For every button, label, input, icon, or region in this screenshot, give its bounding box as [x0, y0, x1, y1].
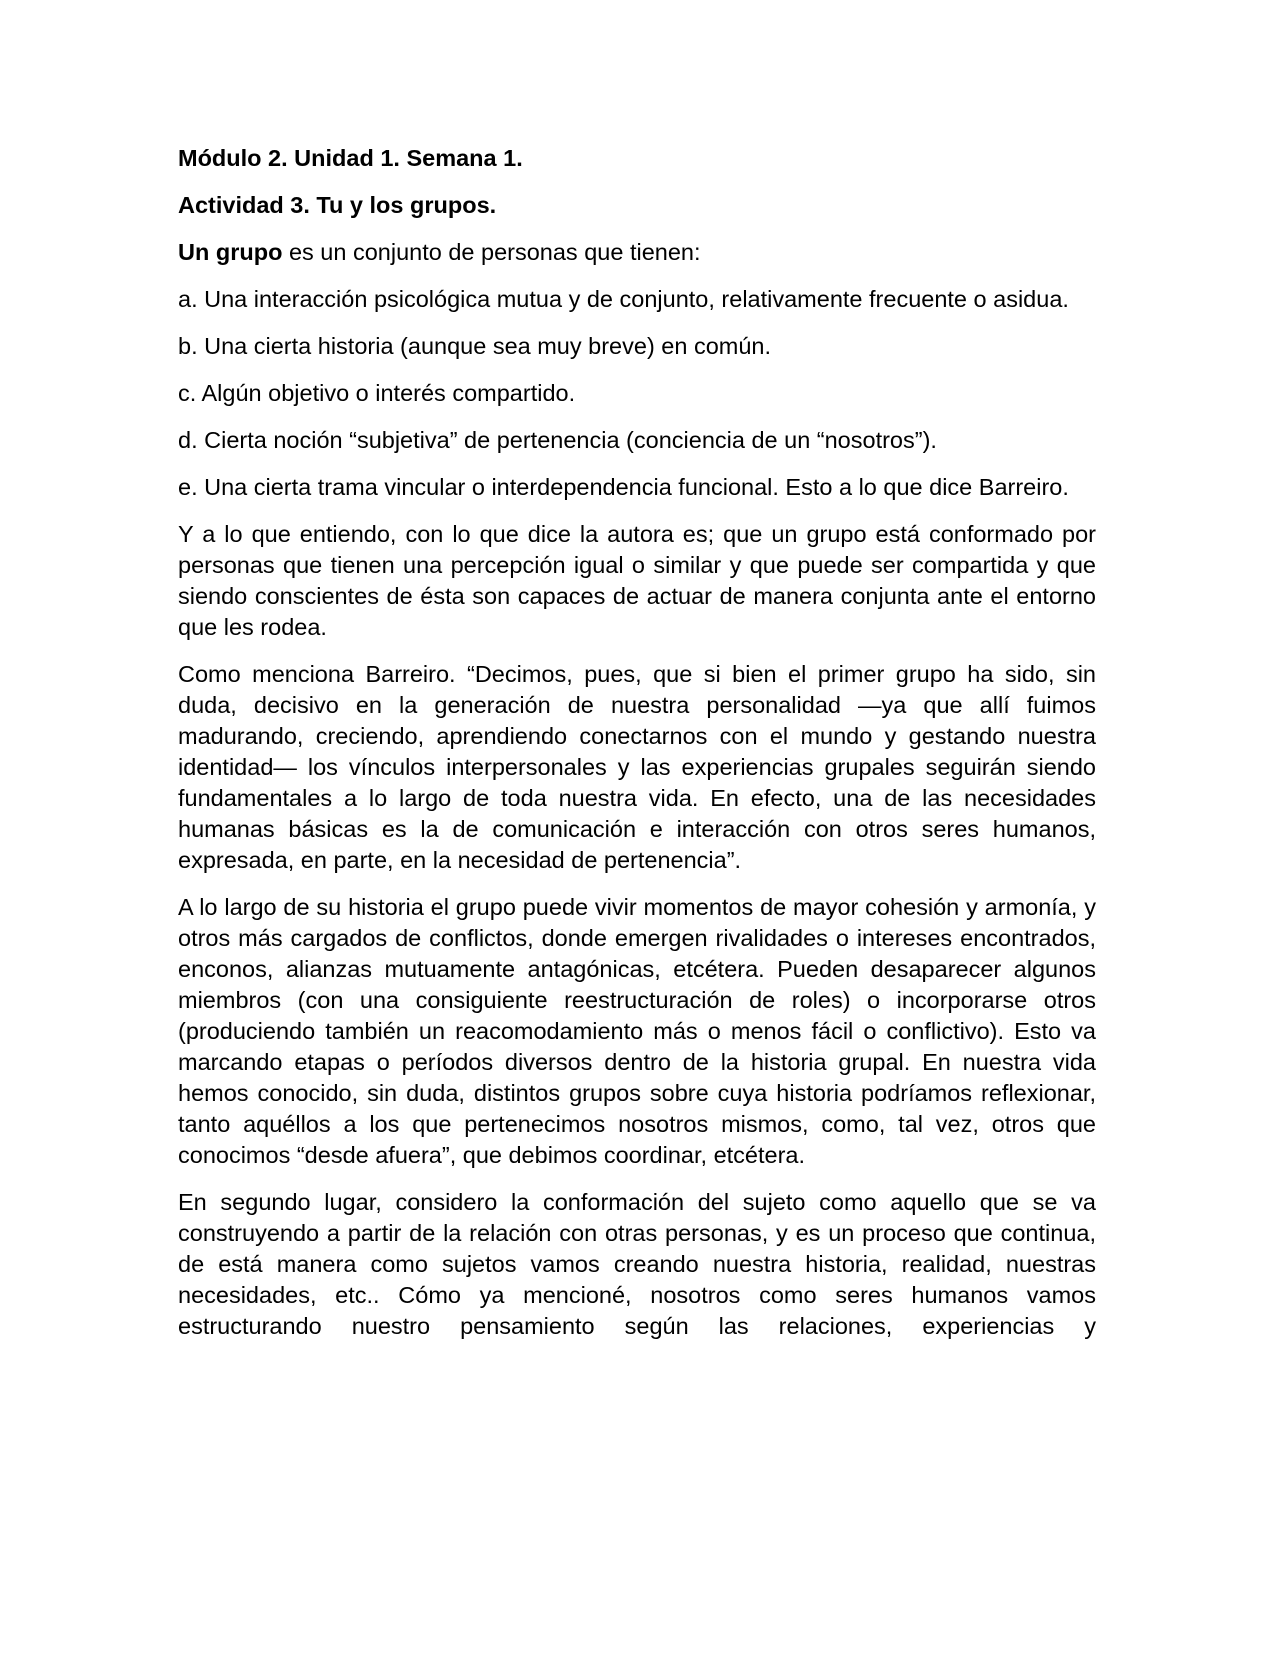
intro-paragraph [178, 237, 1096, 268]
body-paragraph-3: A lo largo de su historia el grupo puede vivir momentos de mayor cohesión y armonía, y otros más cargados de conflictos, donde emergen rivalidades o intereses encontrados, enconos, alianzas mutuamente antagónicas, etcétera. Pueden desaparecer algunos miembros (con una consiguiente reestructuración de roles) o incorporarse otros (produciendo también un reacomodamiento más o menos fácil o conflictivo). Esto va marcando etapas o períodos diversos dentro de la historia grupal. En nuestra vida hemos conocido, sin duda, distintos grupos sobre cuya historia podríamos reflexionar, tanto aquéllos a los que pertenecimos nosotros mismos, como, tal vez, otros que conocimos “desde afuera”, que debimos coordinar, etcétera. [178, 894, 1096, 1168]
list-item-c: c. Algún objetivo o interés compartido. [178, 380, 576, 406]
body-paragraph-2: Como menciona Barreiro. “Decimos, pues, que si bien el primer grupo ha sido, sin duda, decisivo en la generación de nuestra personalidad —ya que allí fuimos madurando, creciendo, aprendiendo conectarnos con el mundo y gestando nuestra identidad— los vínculos interpersonales y las experiencias grupales seguirán siendo fundamentales a lo largo de toda nuestra vida. En efecto, una de las necesidades humanas básicas es la de comunicación e interacción con otros seres humanos, expresada, en parte, en la necesidad de pertenencia”. [178, 661, 1096, 873]
body-paragraph-1: Y a lo que entiendo, con lo que dice la autora es; que un grupo está conformado por personas que tienen una percepción igual o similar y que puede ser compartida y que siendo conscientes de ésta son capaces de actuar de manera conjunta ante el entorno que les rodea. [178, 521, 1096, 640]
body-paragraph-4: En segundo lugar, considero la conformación del sujeto como aquello que se va construyendo a partir de la relación con otras personas, y es un proceso que continua, de está manera como sujetos vamos creando nuestra historia, realidad, nuestras necesidades, etc.. Cómo ya mencioné, nosotros como seres humanos vamos estructurando nuestro pensamiento según las relaciones, experiencias y [178, 1189, 1096, 1339]
list-item-d: d. Cierta noción “subjetiva” de pertenencia (conciencia de un “nosotros”). [178, 427, 937, 453]
document-page [178, 143, 1096, 1358]
intro-text: es un conjunto de personas que tienen: [282, 239, 701, 265]
activity-heading: Actividad 3. Tu y los grupos. [178, 192, 497, 218]
intro-term: Un grupo [178, 239, 283, 265]
list-item-a: a. Una interacción psicológica mutua y de conjunto, relativamente frecuente o asidua. [178, 286, 1069, 312]
module-heading: Módulo 2. Unidad 1. Semana 1. [178, 145, 523, 171]
list-item-b: b. Una cierta historia (aunque sea muy breve) en común. [178, 333, 772, 359]
list-item-e: e. Una cierta trama vincular o interdependencia funcional. Esto a lo que dice Barreiro. [178, 474, 1069, 500]
